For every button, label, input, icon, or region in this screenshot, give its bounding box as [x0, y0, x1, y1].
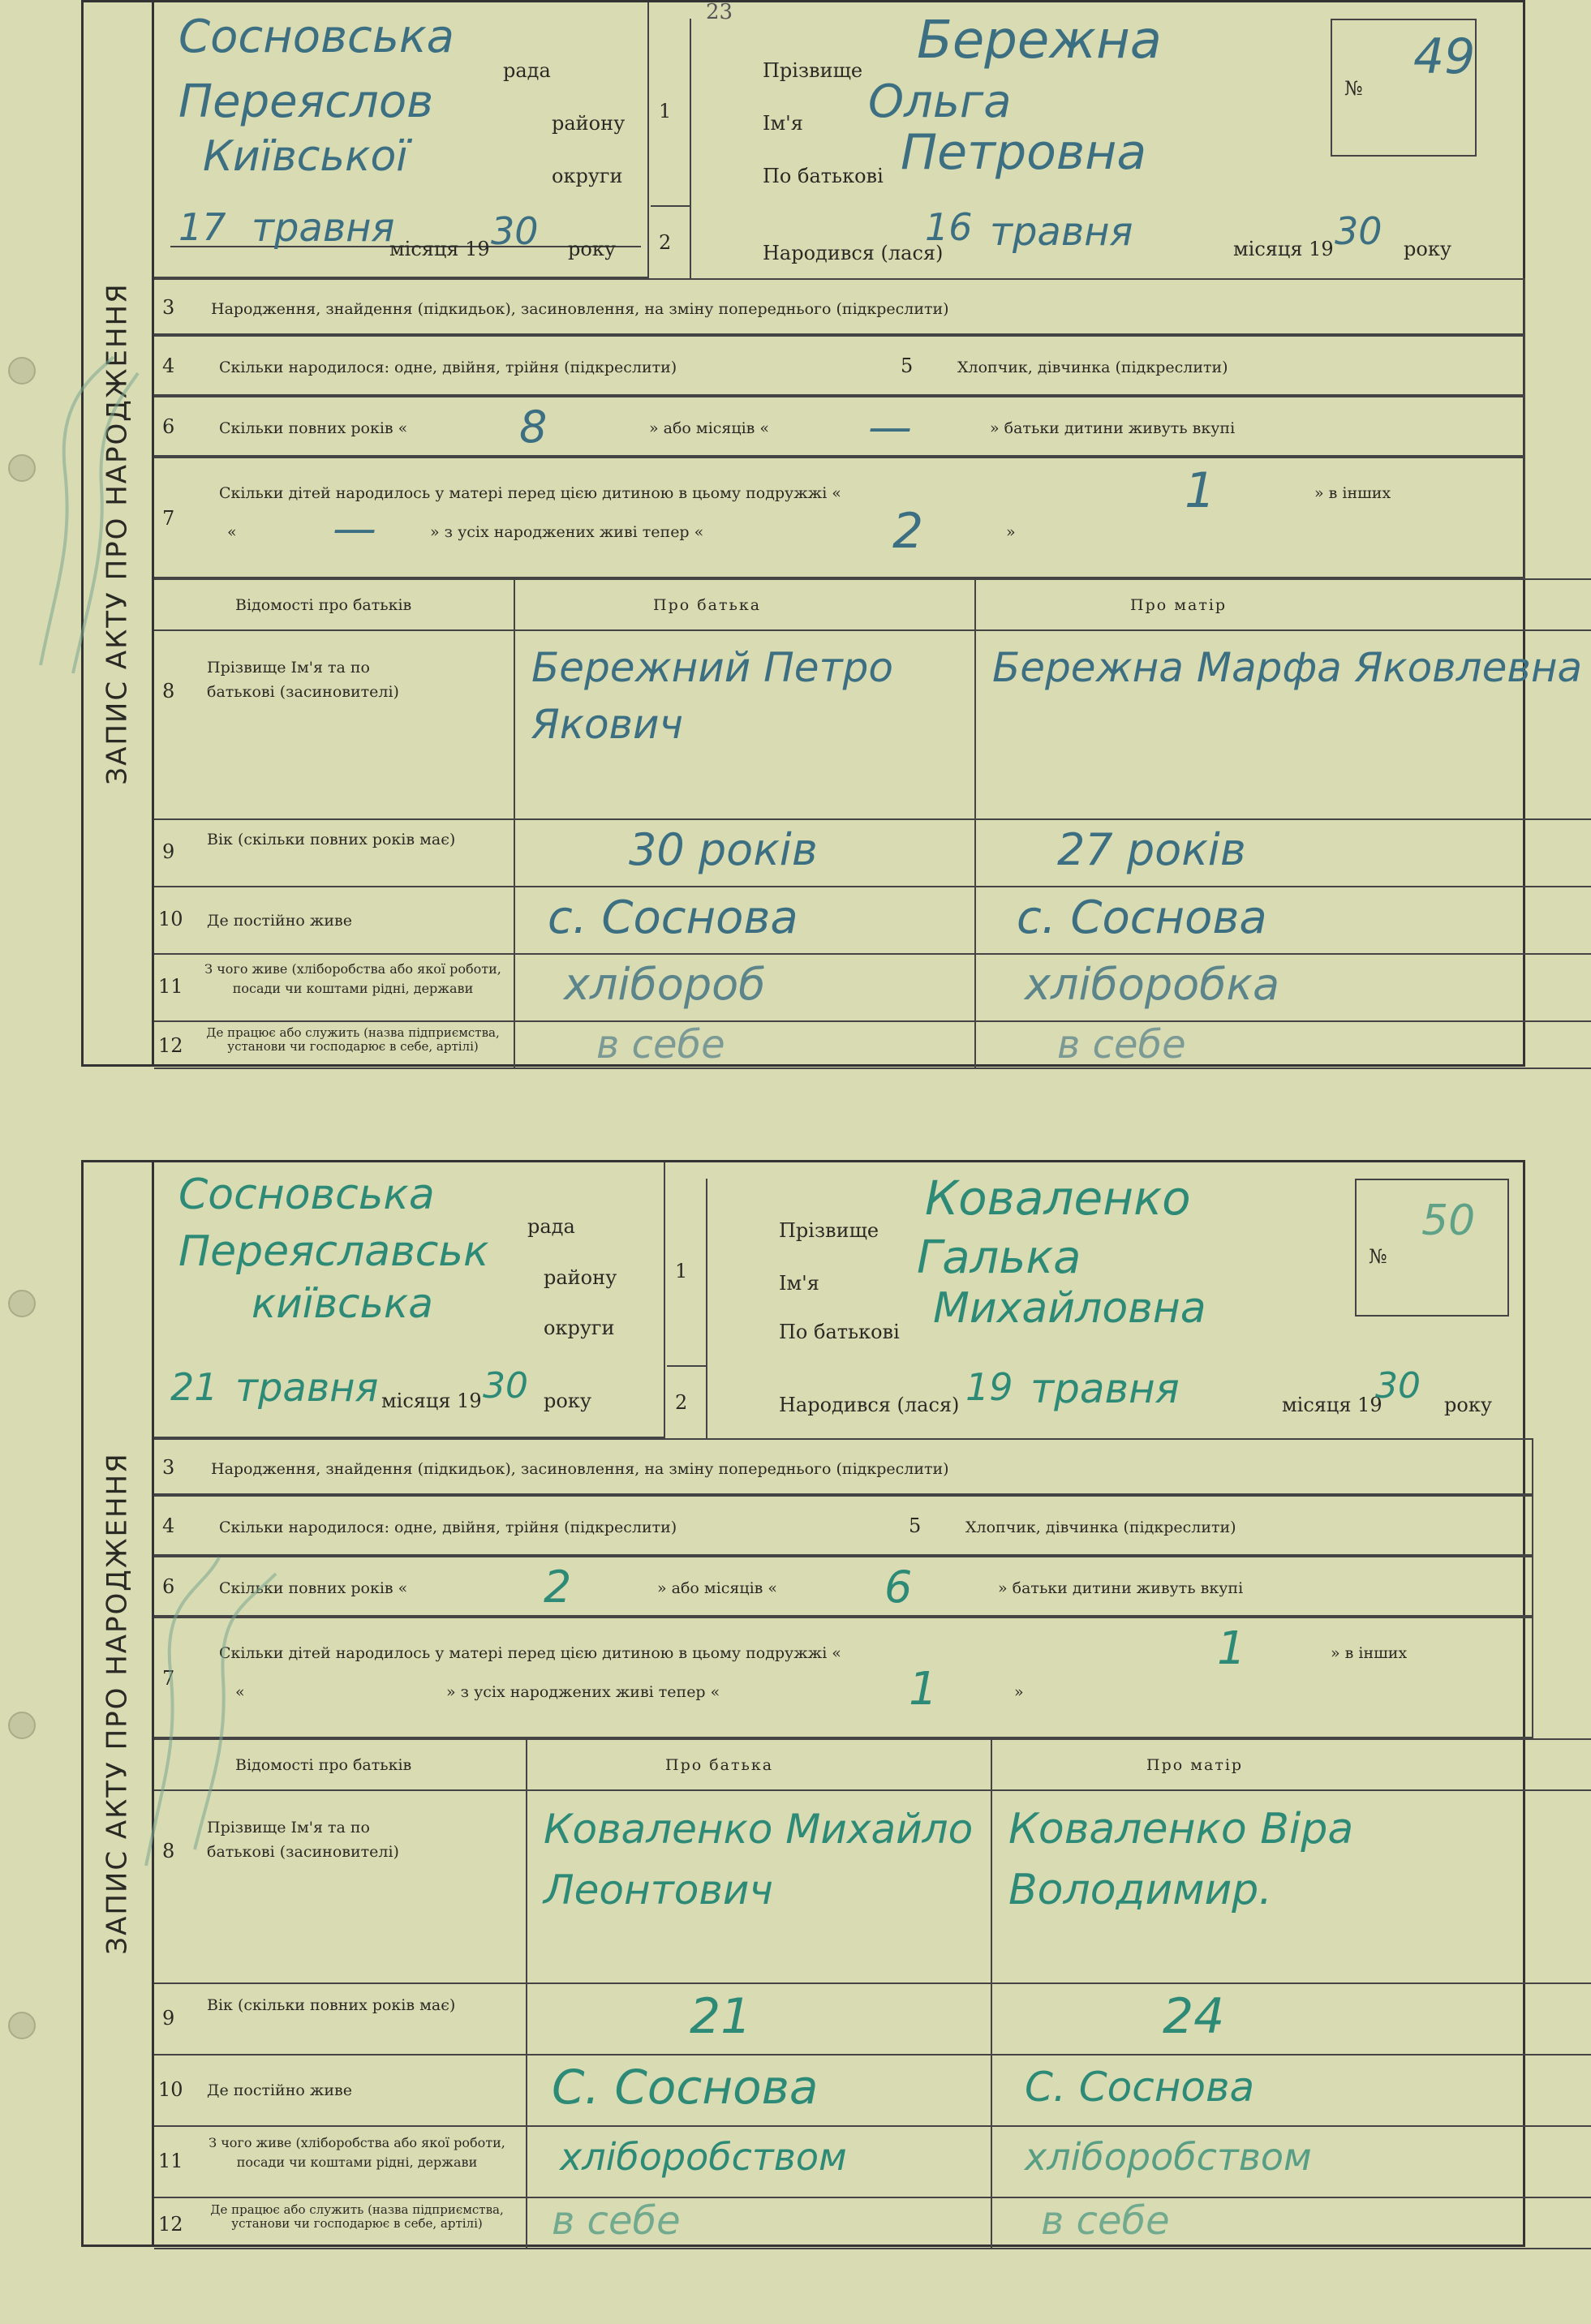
parents-header: Відомості про батьків	[235, 596, 412, 614]
mother-occupation: хліборобка	[1025, 959, 1280, 1010]
row-number: 8	[162, 1840, 175, 1862]
record-form	[154, 0, 1583, 1067]
number-cell	[1355, 1179, 1509, 1317]
row-number: 4	[162, 354, 175, 377]
record-number: 50	[1421, 1196, 1476, 1245]
birth-day: 16	[925, 205, 973, 249]
reg-day: 17	[178, 205, 226, 249]
row6-label: Скільки повних років «	[219, 1579, 408, 1597]
mother-header: Про матір	[1130, 596, 1228, 614]
born-label: Народився (лася)	[763, 242, 944, 264]
father-occupation: хлібороб	[564, 959, 766, 1010]
row7-label: «	[235, 1683, 245, 1701]
birth-month: травня	[1030, 1365, 1180, 1412]
children-before: 1	[1217, 1622, 1246, 1675]
children-other: —	[333, 503, 376, 554]
row11-label: З чого живе (хліборобства або якої роботи, посади чи коштами рідні, держави	[209, 2135, 505, 2170]
row-number: 2	[659, 231, 672, 254]
record-form	[154, 1160, 1525, 2247]
row-number: 5	[909, 1514, 922, 1537]
row7-label: » з усіх народжених живі тепер «	[430, 523, 704, 541]
surname-value: Коваленко	[925, 1171, 1191, 1226]
row6-label: » батьки дитини живуть вкупі	[998, 1579, 1244, 1597]
reg-year: 30	[483, 1365, 528, 1407]
row7-label: Скільки дітей народилось у матері перед цією дитиною в цьому подружжі «	[219, 484, 841, 502]
binder-hole	[8, 1712, 36, 1739]
reg-month: травня	[235, 1365, 379, 1411]
mother-work: в себе	[1057, 1022, 1186, 1067]
birth-year: 30	[1335, 209, 1382, 253]
rada-value: Сосновська	[178, 11, 454, 63]
row7-label: »	[1014, 1683, 1024, 1701]
row5-label: Хлопчик, дівчинка (підкреслити)	[965, 1519, 1236, 1536]
mother-occupation: хліборобством	[1025, 2135, 1312, 2179]
okruh-value: київська	[252, 1280, 433, 1327]
row6-label: » або місяців «	[649, 419, 770, 437]
father-work: в себе	[596, 1022, 725, 1067]
row-number: 1	[675, 1260, 688, 1282]
row-number: 1	[659, 100, 672, 122]
name-value: Ольга	[868, 75, 1012, 128]
reg-year-label: місяця 19	[389, 238, 490, 260]
surname-label: Прізвище	[779, 1219, 879, 1242]
row4-label: Скільки народилося: одне, двійня, трійня (підкреслити)	[219, 1519, 677, 1536]
row-number: 10	[158, 908, 183, 930]
father-work: в себе	[552, 2198, 681, 2244]
row-number: 10	[158, 2078, 183, 2101]
number-label: №	[1369, 1245, 1387, 1268]
rayon-value: Переяславськ	[178, 1227, 489, 1276]
parents-table	[154, 1738, 1591, 2249]
row-number: 6	[162, 1575, 175, 1598]
mother-name: Коваленко Віра Володимир.	[1008, 1805, 1354, 1914]
row8-label: Прізвище Ім'я та по батькові (засиновителі)	[207, 1819, 399, 1861]
row7-label: » в інших	[1331, 1644, 1408, 1662]
reg-day: 21	[170, 1365, 218, 1409]
row7-label: «	[227, 523, 237, 541]
row7-label: » з усіх народжених живі тепер «	[446, 1683, 720, 1701]
mother-name: Бережна Марфа Яковлевна	[992, 644, 1583, 691]
children-before: 1	[1185, 462, 1216, 519]
rada-label: рада	[503, 59, 551, 82]
father-header: Про батька	[665, 1756, 774, 1774]
row5-label: Хлопчик, дівчинка (підкреслити)	[957, 359, 1228, 376]
okruh-label: округи	[544, 1317, 615, 1339]
row-number: 11	[158, 2150, 183, 2172]
row-number: 9	[162, 2007, 175, 2030]
father-name: Коваленко Михайло Леонтович	[544, 1806, 974, 1914]
row9-label: Вік (скільки повних років має)	[207, 1996, 456, 2014]
patronymic-value: Михайловна	[933, 1284, 1206, 1333]
birth-record-1	[81, 0, 1583, 1067]
page-number: 23	[706, 0, 733, 24]
binder-hole	[8, 1290, 36, 1317]
row-number: 7	[162, 1667, 175, 1690]
birth-day: 19	[965, 1365, 1013, 1409]
number-cell	[1331, 19, 1477, 157]
reg-year: 30	[491, 209, 539, 253]
mother-header: Про матір	[1146, 1756, 1244, 1774]
father-header: Про батька	[653, 596, 762, 614]
father-residence: С. Соснова	[552, 2060, 819, 2115]
father-name: Бережний Петро Якович	[531, 644, 893, 748]
row-number: 11	[158, 975, 183, 998]
roku-label: року	[1444, 1394, 1492, 1416]
row-number: 2	[675, 1391, 688, 1414]
okruh-value: Київської	[203, 132, 408, 181]
row10-label: Де постійно живе	[207, 912, 352, 930]
mother-age: 27 років	[1057, 824, 1246, 875]
row-number: 6	[162, 415, 175, 438]
name-label: Ім'я	[763, 112, 803, 135]
row8-label: Прізвище Ім'я та по батькові (засиновителі)	[207, 659, 399, 701]
rayon-value: Переяслов	[178, 75, 434, 128]
rada-label: рада	[527, 1215, 575, 1238]
row-number: 5	[901, 354, 914, 377]
okruh-label: округи	[552, 165, 623, 187]
side-title: ЗАПИС АКТУ ПРО НАРОДЖЕННЯ	[81, 0, 154, 1067]
patronymic-value: Петровна	[901, 124, 1147, 181]
row-number: 12	[158, 2213, 183, 2236]
row6-label: » або місяців «	[657, 1579, 778, 1597]
side-title: ЗАПИС АКТУ ПРО НАРОДЖЕННЯ	[81, 1160, 154, 2247]
margin-annotation-2	[122, 1541, 300, 1882]
margin-annotation-1	[24, 341, 154, 681]
row-number: 12	[158, 1034, 183, 1057]
rayon-label: району	[552, 112, 626, 135]
row-number: 3	[162, 296, 175, 319]
row7-label: Скільки дітей народилось у матері перед цією дитиною в цьому подружжі «	[219, 1644, 841, 1662]
row6-label: Скільки повних років «	[219, 419, 408, 437]
binder-hole	[8, 2012, 36, 2039]
row4-label: Скільки народилося: одне, двійня, трійня (підкреслити)	[219, 359, 677, 376]
row12-label: Де працює або служить (назва підприємства, установи чи господарює в себе, артілі)	[206, 1025, 500, 1054]
months-together: 6	[884, 1562, 913, 1613]
reg-month: травня	[252, 205, 395, 251]
row12-label: Де працює або служить (назва підприємства, установи чи господарює в себе, артілі)	[210, 2202, 504, 2231]
row-number: 3	[162, 1456, 175, 1479]
registry-cell	[154, 2, 649, 278]
number-label: №	[1344, 77, 1363, 100]
roku-label: року	[568, 238, 616, 260]
alive-now: 2	[892, 503, 924, 560]
rada-value: Сосновська	[178, 1171, 435, 1219]
father-age: 30 років	[629, 824, 818, 875]
row7-label: » в інших	[1314, 484, 1391, 502]
registry-cell	[154, 1162, 665, 1438]
years-together: 8	[519, 402, 548, 453]
roku-label: року	[1404, 238, 1451, 260]
row3-label: Народження, знайдення (підкидьок), засиновлення, на зміну попереднього (підкреслити)	[211, 300, 949, 318]
row-number: 9	[162, 840, 175, 863]
record-number: 49	[1413, 28, 1476, 85]
years-together: 2	[544, 1562, 572, 1613]
birth-year-label: місяця 19	[1233, 238, 1334, 260]
patronymic-label: По батькові	[763, 165, 884, 187]
alive-now: 1	[909, 1663, 938, 1716]
row9-label: Вік (скільки повних років має)	[207, 831, 456, 848]
parents-table	[154, 578, 1591, 1069]
reg-year-label: місяця 19	[381, 1390, 482, 1412]
mother-work: в себе	[1041, 2198, 1170, 2244]
row3-label: Народження, знайдення (підкидьок), засиновлення, на зміну попереднього (підкреслити)	[211, 1460, 949, 1478]
father-age: 21	[690, 1988, 752, 2045]
mother-age: 24	[1163, 1988, 1225, 2045]
roku-label: року	[544, 1390, 591, 1412]
row11-label: З чого живе (хліборобства або якої роботи, посади чи коштами рідні, держави	[204, 961, 501, 996]
mother-residence: С. Соснова	[1025, 2064, 1255, 2111]
birth-year: 30	[1375, 1365, 1421, 1407]
birth-year-label: місяця 19	[1282, 1394, 1382, 1416]
rayon-label: району	[544, 1266, 617, 1289]
father-residence: с. Соснова	[548, 891, 798, 944]
birth-month: травня	[990, 209, 1133, 255]
row10-label: Де постійно живе	[207, 2081, 352, 2099]
row6-label: » батьки дитини живуть вкупі	[990, 419, 1236, 437]
born-label: Народився (лася)	[779, 1394, 960, 1416]
mother-residence: с. Соснова	[1017, 891, 1267, 944]
months-together: —	[868, 402, 912, 453]
row-number: 7	[162, 507, 175, 530]
row-number: 8	[162, 680, 175, 702]
surname-value: Бережна	[917, 11, 1162, 71]
parents-header: Відомості про батьків	[235, 1756, 412, 1774]
surname-label: Прізвище	[763, 59, 863, 82]
father-occupation: хліборобством	[560, 2135, 847, 2179]
row7-label: »	[1006, 523, 1016, 541]
patronymic-label: По батькові	[779, 1321, 900, 1343]
name-value: Галька	[917, 1231, 1081, 1284]
row-number: 4	[162, 1514, 175, 1537]
name-label: Ім'я	[779, 1272, 819, 1295]
